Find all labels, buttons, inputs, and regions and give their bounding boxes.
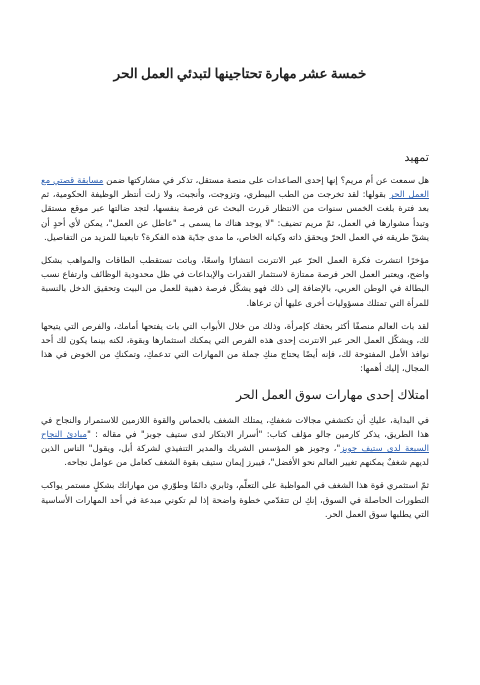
section-heading-skills: امتلاك إحدى مهارات سوق العمل الحر bbox=[235, 387, 429, 402]
article-body bbox=[41, 150, 429, 531]
paragraph-4 bbox=[41, 414, 429, 471]
paragraph-5: ثمّ استثمري قوة هذا الشغف في المواظبة على التعلّم، وثابري دائمًا وطوّري من مهاراتك بشكلٍ مستمر يواكب التطورات الحاصلة في السوق، إنكِ لن تتقدّمي خطوة واضحة إذا لم تكوني مبدعة في أحد المهارات الأساسية التي يطلبها سوق العمل الحر. bbox=[41, 481, 429, 520]
paragraph-3: لقد بات العالم منصفًا أكثر بحقك كإمرأة، وذلك من خلال الأبواب التي بات يفتحها أمامك، والفرص التي يتيحها لك، ويشكّل العمل الحر عبر الانترنت إحدى هذه الفرص التي يمكنك استثمارها وبقوة، لكنه بينما يكون لك أحد نوافذ الأمل المفتوحة لك، فإنه أيضًا يحتاج منكِ جملة من المهارات التي تدعمكِ، وتمكنكِ من الخوض في هذا المجال، إليك أهمها: bbox=[41, 321, 429, 375]
contest-link[interactable]: مسابقة قصتي مع العمل الحر bbox=[41, 176, 429, 201]
paragraph-2: مؤخرًا انتشرت فكرة العمل الحرّ عبر الانترنت انتشارًا واسعًا، وباتت تستقطب الطاقات والمواهب بشكل واضح، ويعتبر العمل الحر فرصة ممتازة لاستثمار القدرات والإبداعات في ظل محدودية الوظائف وارتفاع نسب البطالة في الوطن العربي، بالإضافة إلى ذلك فهو يشكّل فرصة ذهبية للعمل من البيت وتحقيق الدخل بالنسبة للمرأة التي تمتلك مسؤوليات أخرى عليها أن ترعاها. bbox=[41, 256, 429, 309]
paragraph-4-text-a: في البداية، عليكِ أن تكتشفي مجالات شغفكِ، يمتلك الشغف بالحماس والقوة اللازمين للاستمرار والنجاح في هذا الطريق، يذكر كارمين جالو مؤلف كتاب: "أسرار الابتكار لدى ستيف جوبز" في مقاله : " bbox=[41, 415, 429, 440]
paragraph-4-text-b: "، وجوبز هو المؤسس الشريك والمدير التنفيذي لشركة أبل، ويقول" الناس الذين لديهم شغفٌ يمكنهم تغيير العالم نحو الأفضل"، فيبرز إيمان ستيف بقوة الشغف كعامل من عوامل نجاحه. bbox=[41, 444, 429, 469]
paragraph-1-text-b: بقولها: لقد تخرجت من الطب البيطري، وتزوجت، وأنجبت، ولا زلت أنتظر الوظيفة الحكومية، ثم بعد فترة بلغت الخمس سنوات من الانتظار قررت البحث عن فرصة بنفسها، لتجد ضالتها عبر موقع مستقل وتبدأ مشوارها في العمل، ثمّ مريم تضيف: "لا يوجد هناك ما يسمى بـ "عاطل عن العمل"، يمكن لأي أحدٍ أن يشقّ طريقه في العمل الحرّ ويحقق ذاته وكيانه الخاص، ما مدى جدّية هذه الفكرة؟ تابعينا للمزيد من التفاصيل. bbox=[41, 190, 429, 243]
steve-jobs-article-link[interactable]: مبادئ النجاح السبعة لدى ستيف جوبز bbox=[41, 429, 429, 455]
paragraph-1 bbox=[41, 174, 429, 245]
section-heading-intro: تمهيد bbox=[404, 152, 429, 164]
article-title: خمسة عشر مهارة تحتاجينها لتبدئي العمل الحر bbox=[113, 66, 367, 81]
paragraph-1-text-a: هل سمعت عن أم مريم؟ إنها إحدى الصاعدات على منصة مستقل، تذكر في مشاركتها ضمن bbox=[103, 176, 429, 186]
